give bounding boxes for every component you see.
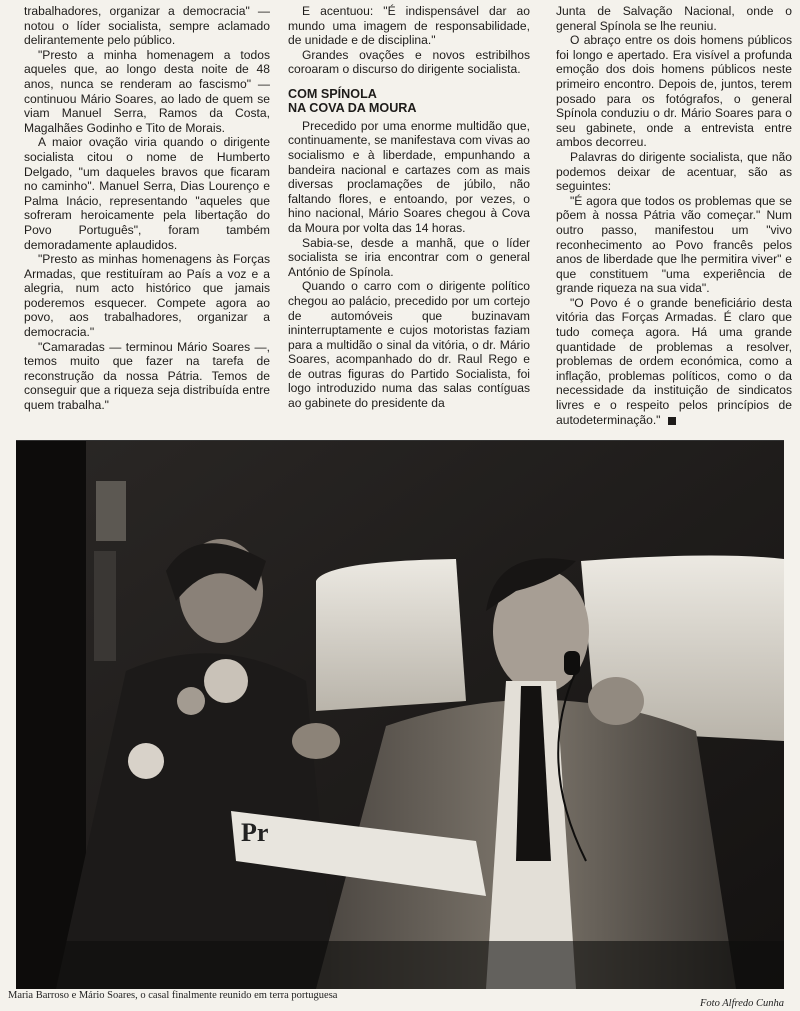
carnation-flowers — [177, 687, 205, 715]
section-subheading — [288, 87, 530, 116]
paragraph: A maior ovação viria quando o dirigente socialista citou o nome de Humberto Delgado, "um daqueles bravos que ficaram no caminho". Manuel Serra, Dias Lourenço e Palma Inácio, representando "aqueles que sofreram heroicamente pela libertação do Povo Português", foram também demoradamente aplaudidos. — [24, 135, 270, 252]
article-column-3 — [556, 4, 792, 427]
newspaper-masthead: Pr — [241, 818, 269, 847]
carnation-flowers — [204, 659, 248, 703]
subheading-line-1: COM SPÍNOLA — [288, 86, 377, 101]
door-hinge — [96, 481, 126, 541]
photo-caption: Maria Barroso e Mário Soares, o casal finalmente reunido em terra portuguesa — [8, 990, 338, 1001]
subheading-line-2: NA COVA DA MOURA — [288, 101, 417, 116]
paragraph: Precedido por uma enorme multidão que, continuamente, se manifestava com vivas ao socialismo e à liberdade, empunhando a bandeira nacional e cartazes com as mais diversas proclamações de júbilo, não faltando flores, e entoando, por vezes, o hino nacional, Mário Soares chegou à Cova da Moura por volta das 14 horas. — [288, 118, 530, 235]
paragraph: Palavras do dirigente socialista, que não podemos deixar de acentuar, são as seguintes: — [556, 149, 792, 194]
paragraph: "Presto a minha homenagem a todos aqueles que, ao longo desta noite de 48 anos, nunca se renderam ao fascismo" — continuou Mário Soares, ao lado de quem se viam Manuel Serra, Ramos da Costa, Magalhães Godinho e Tito de Morais. — [24, 47, 270, 135]
door-lock — [94, 551, 116, 661]
microphone — [564, 651, 580, 675]
hand — [292, 723, 340, 759]
paragraph: Grandes ovações e novos estribilhos coroaram o discurso do dirigente socialista. — [288, 47, 530, 77]
paragraph: "É agora que todos os problemas que se põem à nossa Pátria vão começar." Num outro passo, manifestou um "vivo reconhecimento ao Povo francês pelos anos de liberdade que lhe permitira viver" e que constituem "uma experiência de grande riqueza na sua vida". — [556, 193, 792, 296]
paragraph: O abraço entre os dois homens públicos foi longo e apertado. Era visível a profunda emoção dos dois homens públicos neste primeiro encontro. Depois de, juntos, terem posado para os fotógrafos, o general Spínola conduziu o dr. Mário Soares para o seu gabinete, onde a entrevista entre ambos decorreu. — [556, 33, 792, 150]
interviewer-hand — [588, 677, 644, 725]
photo-credit: Foto Alfredo Cunha — [700, 998, 784, 1009]
paragraph: E acentuou: "É indispensável dar ao mundo uma imagem de responsabilidade, de unidade e de disciplina." — [288, 4, 530, 48]
paragraph: "Presto as minhas homenagens às Forças Armadas, que restituíram ao País a voz e a alegria, num acto histórico que jamais poderemos esquecer. Compete agora ao povo, aos trabalhadores, organizar a democracia." — [24, 252, 270, 340]
article-column-1 — [24, 4, 270, 413]
photograph-image — [16, 441, 784, 989]
end-of-article-mark — [668, 417, 676, 425]
article-column-2 — [288, 4, 530, 411]
seat-back-left — [316, 559, 466, 711]
paragraph-final — [556, 296, 792, 427]
paragraph: Quando o carro com o dirigente político chegou ao palácio, precedido por um cortejo de automóveis que buzinavam ininterruptamente e cujos motoristas faziam para a multidão o sinal da vitória, o dr. Mário Soares, acompanhado do dr. Raul Rego e de outras figuras do Partido Socialista, foi logo introduzido numa das salas contíguas ao gabinete do presidente da — [288, 279, 530, 411]
carnation-flowers — [128, 743, 164, 779]
paragraph: Junta de Salvação Nacional, onde o general Spínola se lhe reuniu. — [556, 4, 792, 33]
paragraph: Sabia-se, desde a manhã, que o líder socialista se iria encontrar com o general António de Spínola. — [288, 235, 530, 279]
paragraph-text: "O Povo é o grande beneficiário desta vitória das Forças Armadas. É claro que tudo começa agora. Há uma grande quantidade de problemas a resolver, problemas de ordem económica, como a inflação, problemas políticos, como o da necessidade da instituição de sindicatos livres e o respeito pelos princípios de autodeterminação." — [556, 295, 792, 427]
photo-shadow — [16, 941, 784, 989]
paragraph: trabalhadores, organizar a democracia" — notou o líder socialista, sempre aclamado delirantemente pelo público. — [24, 4, 270, 48]
paragraph: "Camaradas — terminou Mário Soares —, temos muito que fazer na tarefa de reconstrução da nossa Pátria. Temos de conseguir que a riqueza seja distribuída entre quem trabalha." — [24, 339, 270, 413]
article-photograph — [16, 440, 784, 989]
